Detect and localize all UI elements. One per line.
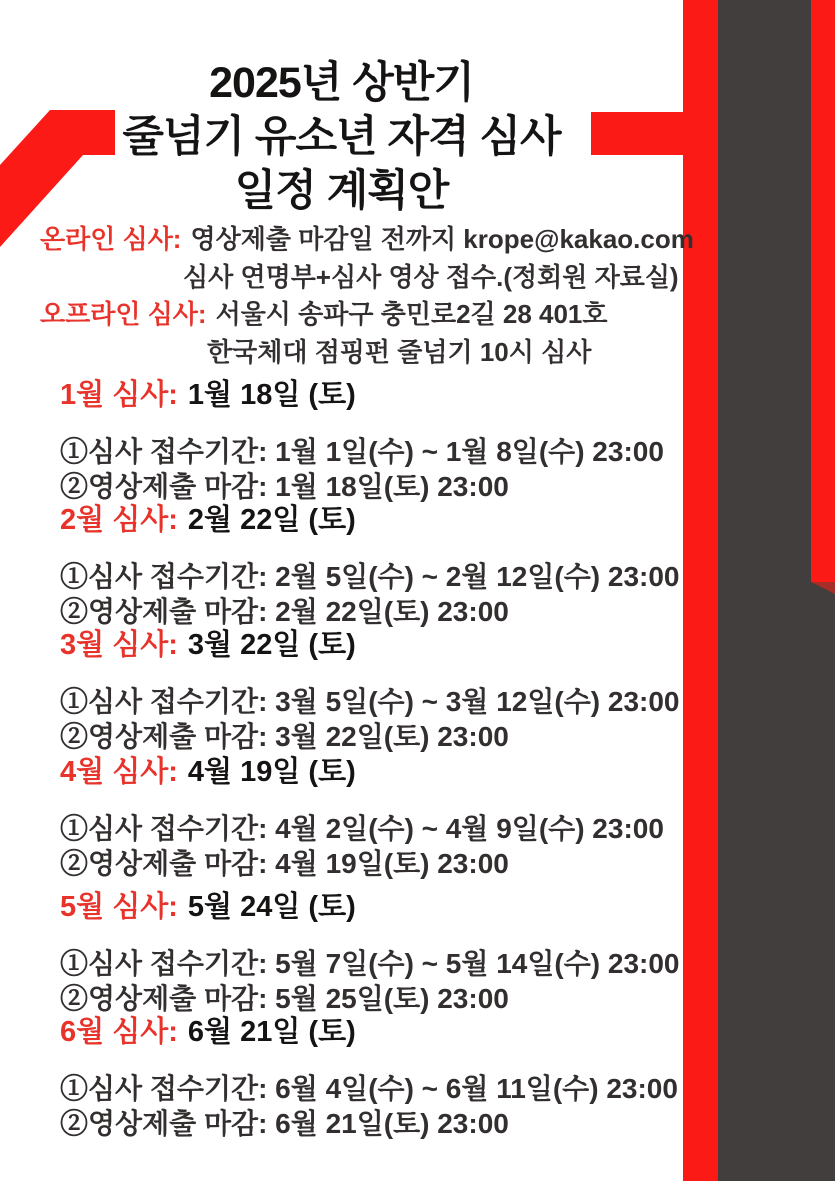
month-section-january bbox=[60, 372, 680, 504]
month-body bbox=[60, 946, 680, 1016]
title-line-3: 일정 계획안 bbox=[234, 167, 449, 215]
month-header bbox=[60, 622, 680, 663]
month-section-march bbox=[60, 622, 680, 754]
reception-period-line: ①심사 접수기간: 3월 5일(수) ~ 3월 12일(수) 23:00 bbox=[60, 686, 680, 717]
month-label: 3월 심사: bbox=[60, 629, 178, 661]
month-header bbox=[60, 884, 680, 925]
right-red-stripe bbox=[683, 0, 718, 1181]
reception-period-line: ①심사 접수기간: 4월 2일(수) ~ 4월 9일(수) 23:00 bbox=[60, 813, 664, 844]
month-section-february bbox=[60, 497, 680, 629]
month-label: 5월 심사: bbox=[60, 891, 178, 923]
offline-exam-value: 서울시 송파구 충민로2길 28 401호 bbox=[215, 299, 608, 329]
edge-fold-triangle bbox=[811, 582, 835, 596]
month-date: 2월 22일 (토) bbox=[187, 504, 356, 536]
exam-info-block bbox=[40, 221, 694, 371]
reception-period-line: ①심사 접수기간: 6월 4일(수) ~ 6월 11일(수) 23:00 bbox=[60, 1073, 678, 1104]
month-header bbox=[60, 497, 680, 538]
online-exam-label: 온라인 심사: bbox=[40, 224, 182, 254]
edge-red-stripe bbox=[811, 0, 835, 582]
title-line-2: 줄넘기 유소년 자격 심사 bbox=[122, 113, 561, 161]
month-date: 6월 21일 (토) bbox=[187, 1016, 356, 1048]
month-body bbox=[60, 559, 680, 629]
video-deadline-line: ②영상제출 마감: 4월 19일(토) 23:00 bbox=[60, 848, 509, 879]
month-body bbox=[60, 434, 680, 504]
month-label: 2월 심사: bbox=[60, 504, 178, 536]
video-deadline-line: ②영상제출 마감: 1월 18일(토) 23:00 bbox=[60, 471, 509, 502]
video-deadline-line: ②영상제출 마감: 5월 25일(토) 23:00 bbox=[60, 983, 509, 1014]
month-section-may bbox=[60, 884, 680, 1016]
month-header bbox=[60, 749, 680, 790]
month-section-june bbox=[60, 1009, 680, 1141]
video-deadline-line: ②영상제출 마감: 6월 21일(토) 23:00 bbox=[60, 1108, 509, 1139]
online-exam-value: 영상제출 마감일 전까지 krope@kakao.com bbox=[190, 224, 694, 254]
offline-exam-continuation: 한국체대 점핑펀 줄넘기 10시 심사 bbox=[207, 336, 592, 367]
reception-period-line: ①심사 접수기간: 5월 7일(수) ~ 5월 14일(수) 23:00 bbox=[60, 948, 680, 979]
online-exam-continuation: 심사 연명부+심사 영상 접수.(정회원 자료실) bbox=[183, 261, 679, 292]
month-date: 4월 19일 (토) bbox=[187, 756, 356, 788]
month-body bbox=[60, 1071, 680, 1141]
reception-period-line: ①심사 접수기간: 2월 5일(수) ~ 2월 12일(수) 23:00 bbox=[60, 561, 680, 592]
online-exam-line bbox=[40, 221, 694, 259]
month-label: 1월 심사: bbox=[60, 379, 178, 411]
offline-exam-label: 오프라인 심사: bbox=[40, 299, 207, 329]
month-label: 4월 심사: bbox=[60, 756, 178, 788]
month-label: 6월 심사: bbox=[60, 1016, 178, 1048]
page-title bbox=[0, 56, 683, 218]
month-date: 1월 18일 (토) bbox=[187, 379, 356, 411]
month-header bbox=[60, 372, 680, 413]
month-section-april bbox=[60, 749, 680, 881]
video-deadline-line: ②영상제출 마감: 2월 22일(토) 23:00 bbox=[60, 596, 509, 627]
video-deadline-line: ②영상제출 마감: 3월 22일(토) 23:00 bbox=[60, 721, 509, 752]
month-header bbox=[60, 1009, 680, 1050]
reception-period-line: ①심사 접수기간: 1월 1일(수) ~ 1월 8일(수) 23:00 bbox=[60, 436, 664, 467]
month-date: 3월 22일 (토) bbox=[187, 629, 356, 661]
month-body bbox=[60, 684, 680, 754]
month-date: 5월 24일 (토) bbox=[187, 891, 356, 923]
title-line-1: 2025년 상반기 bbox=[209, 59, 474, 107]
offline-exam-line bbox=[40, 296, 680, 334]
month-body bbox=[60, 811, 680, 881]
